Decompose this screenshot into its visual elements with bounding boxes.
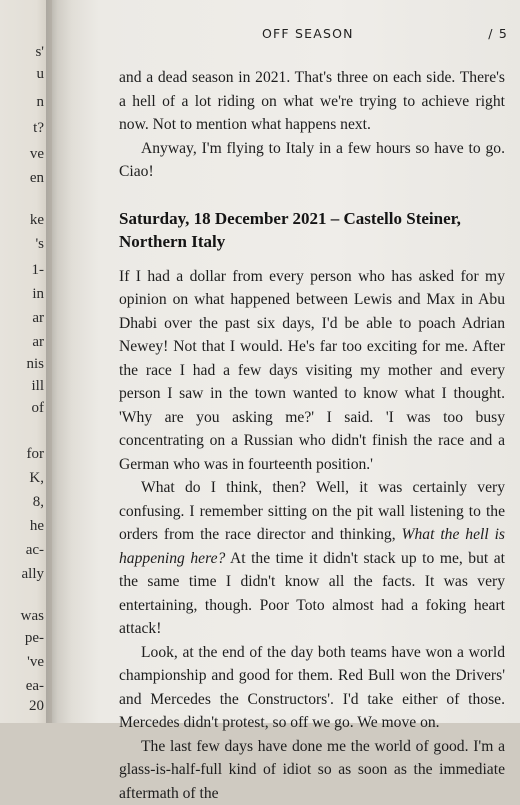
left-page-fragment: for (27, 446, 45, 463)
left-page-fragment: s' (35, 44, 44, 61)
left-page-fragment: 's (35, 236, 44, 253)
left-page-fragment: t? (33, 120, 44, 137)
left-page-fragment: K, (29, 470, 44, 487)
paragraph: Look, at the end of the day both teams have won a world championship and good for them. Red Bull won the Drivers' and Mercedes the Constructors'. I'd take either of those. Mercedes didn't protest, so off we go. We move on. (119, 641, 505, 735)
paragraph: The last few days have done me the world of good. I'm a glass-is-half-full kind of idiot so as soon as the immediate aftermath of the (119, 735, 505, 805)
left-page-fragment: was (21, 608, 44, 625)
paragraph-text: What do I think, then? Well, it was certainly very confusing. I remember sitting on the pit wall listening to the orders from the race director and thinking, (119, 479, 505, 543)
paragraph-text: At the time it didn't stack up to me, but at the same time I didn't know all the facts. It was very entertaining, though. Poor Toto almost had a foking heart attack! (119, 550, 505, 638)
left-page-fragment: u (37, 66, 45, 83)
running-head (52, 26, 520, 44)
running-head-title: OFF SEASON (262, 26, 354, 41)
italic-thought: What the hell is happening here? (119, 526, 505, 567)
paragraph (119, 476, 505, 641)
left-page-fragment: ve (30, 146, 44, 163)
paragraph: and a dead season in 2021. That's three on each side. There's a hell of a lot riding on what we're trying to achieve right now. Not to mention what happens next. (119, 66, 505, 137)
left-page-fragment: 20 (29, 698, 44, 715)
left-page-fragment: ar (32, 310, 44, 327)
left-page-fragment: pe- (25, 630, 44, 647)
left-page-edge (0, 0, 52, 723)
left-page-fragment: ally (22, 566, 45, 583)
left-page-fragment: ac- (26, 542, 44, 559)
left-page-fragment: 've (27, 654, 44, 671)
page-number: / 5 (488, 26, 508, 41)
left-page-fragment: nis (26, 356, 44, 373)
diary-entry-heading: Saturday, 18 December 2021 – Castello Steiner, Northern Italy (119, 207, 505, 253)
paragraph: Anyway, I'm flying to Italy in a few hours so have to go. Ciao! (119, 137, 505, 184)
left-page-fragment: en (30, 170, 44, 187)
left-page-fragment: ar (32, 334, 44, 351)
left-page-fragment: 8, (33, 494, 44, 511)
left-page-fragment: n (37, 94, 45, 111)
left-page-fragment: ke (30, 212, 44, 229)
left-page-fragment: of (32, 400, 45, 417)
left-page-fragment: 1- (32, 262, 45, 279)
body-text (119, 66, 505, 805)
left-page-fragment: he (30, 518, 44, 535)
right-page (52, 0, 520, 723)
paragraph: If I had a dollar from every person who has asked for my opinion on what happened between Lewis and Max in Abu Dhabi over the past six days, I'd be able to poach Adrian Newey! Not that I would. He's far too exciting for me. After the race I had a few days visiting my mother and every person I saw in the town wanted to know what I thought. 'Why are you asking me?' I said. 'I was too busy concentrating on a Russian who didn't finish the race and a German who was in fourteenth position.' (119, 265, 505, 477)
left-page-fragment: in (32, 286, 44, 303)
left-page-fragment: ea- (26, 678, 44, 695)
left-page-fragment: ill (31, 378, 44, 395)
